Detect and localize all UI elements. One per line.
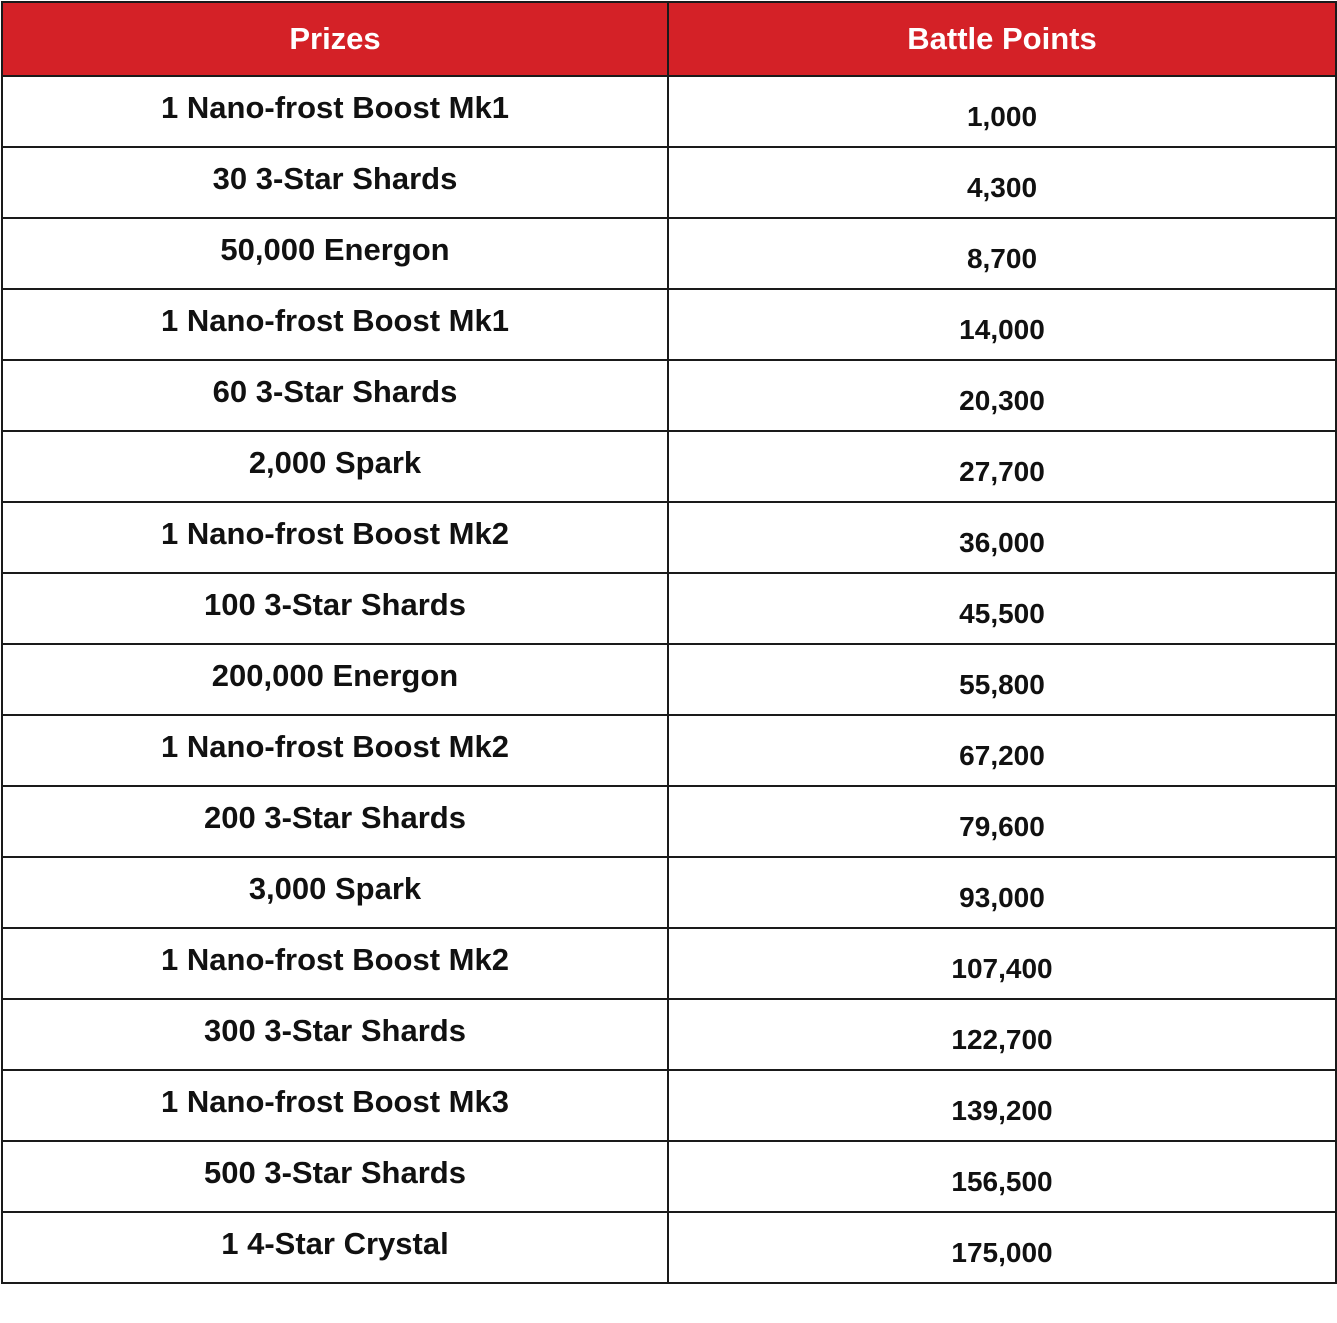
table-row xyxy=(2,147,1336,218)
table-row xyxy=(2,928,1336,999)
battle-points-cell: 55,800 xyxy=(668,644,1336,715)
prize-cell: 1 Nano-frost Boost Mk2 xyxy=(2,928,668,999)
battle-points-cell: 139,200 xyxy=(668,1070,1336,1141)
battle-points-cell: 14,000 xyxy=(668,289,1336,360)
prize-cell: 200,000 Energon xyxy=(2,644,668,715)
battle-points-cell: 79,600 xyxy=(668,786,1336,857)
battle-points-cell: 36,000 xyxy=(668,502,1336,573)
table-row xyxy=(2,502,1336,573)
battle-points-cell: 8,700 xyxy=(668,218,1336,289)
table-row xyxy=(2,76,1336,147)
table-row xyxy=(2,1141,1336,1212)
table-row xyxy=(2,1070,1336,1141)
prize-cell: 300 3-Star Shards xyxy=(2,999,668,1070)
table-row xyxy=(2,218,1336,289)
battle-points-cell: 4,300 xyxy=(668,147,1336,218)
prize-cell: 2,000 Spark xyxy=(2,431,668,502)
table-row xyxy=(2,786,1336,857)
prize-cell: 1 Nano-frost Boost Mk1 xyxy=(2,289,668,360)
table-row xyxy=(2,431,1336,502)
prize-cell: 1 Nano-frost Boost Mk1 xyxy=(2,76,668,147)
table-row xyxy=(2,857,1336,928)
prize-cell: 50,000 Energon xyxy=(2,218,668,289)
prize-cell: 100 3-Star Shards xyxy=(2,573,668,644)
battle-points-cell: 156,500 xyxy=(668,1141,1336,1212)
battle-points-cell: 93,000 xyxy=(668,857,1336,928)
battle-points-cell: 122,700 xyxy=(668,999,1336,1070)
prize-cell: 1 Nano-frost Boost Mk3 xyxy=(2,1070,668,1141)
table-row xyxy=(2,1212,1336,1283)
table-row xyxy=(2,573,1336,644)
table-row xyxy=(2,999,1336,1070)
battle-points-cell: 1,000 xyxy=(668,76,1336,147)
table-header xyxy=(2,2,1336,76)
battle-points-cell: 20,300 xyxy=(668,360,1336,431)
prize-cell: 200 3-Star Shards xyxy=(2,786,668,857)
table-row xyxy=(2,360,1336,431)
table-row xyxy=(2,289,1336,360)
prize-cell: 30 3-Star Shards xyxy=(2,147,668,218)
battle-points-cell: 45,500 xyxy=(668,573,1336,644)
prize-cell: 1 4-Star Crystal xyxy=(2,1212,668,1283)
table-row xyxy=(2,715,1336,786)
battle-points-cell: 27,700 xyxy=(668,431,1336,502)
prizes-table xyxy=(1,1,1337,1284)
header-row xyxy=(2,2,1336,76)
header-battle-points: Battle Points xyxy=(668,2,1336,76)
prize-cell: 1 Nano-frost Boost Mk2 xyxy=(2,502,668,573)
prize-cell: 3,000 Spark xyxy=(2,857,668,928)
prize-cell: 60 3-Star Shards xyxy=(2,360,668,431)
prize-cell: 1 Nano-frost Boost Mk2 xyxy=(2,715,668,786)
battle-points-cell: 67,200 xyxy=(668,715,1336,786)
prizes-table-container xyxy=(1,1,1335,1284)
battle-points-cell: 175,000 xyxy=(668,1212,1336,1283)
table-body xyxy=(2,76,1336,1283)
prize-cell: 500 3-Star Shards xyxy=(2,1141,668,1212)
battle-points-cell: 107,400 xyxy=(668,928,1336,999)
table-row xyxy=(2,644,1336,715)
header-prizes: Prizes xyxy=(2,2,668,76)
